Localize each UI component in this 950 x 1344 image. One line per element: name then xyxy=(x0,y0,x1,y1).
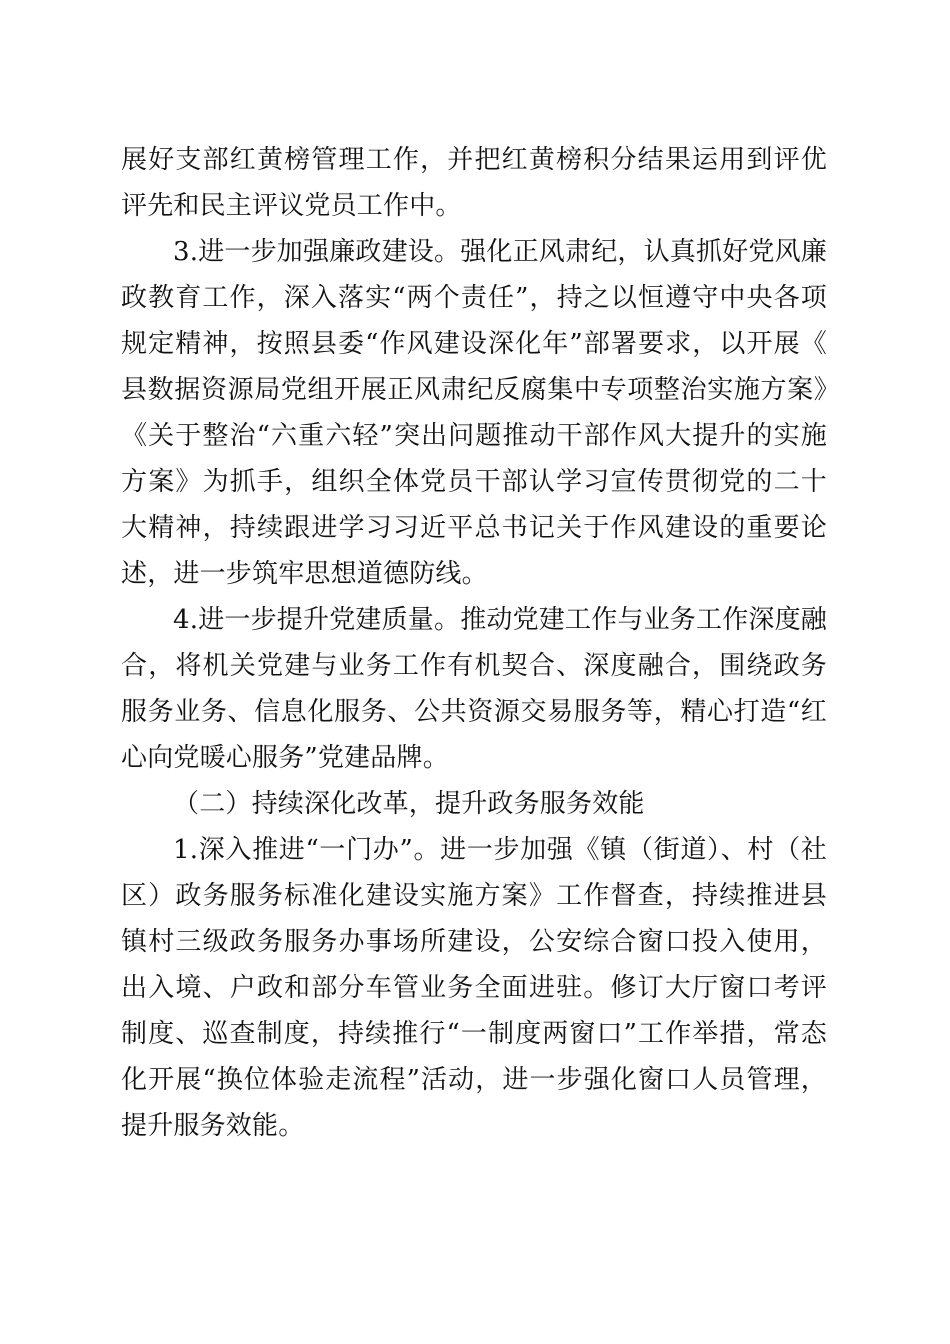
document-body xyxy=(121,137,827,1149)
paragraph-item-4: 4.进一步提升党建质量。推动党建工作与业务工作深度融合，将机关党建与业务工作有机契合、深度融合，围绕政务服务业务、信息化服务、公共资源交易服务等，精心打造“红心向党暖心服务”党建品牌。 xyxy=(121,605,828,773)
paragraph-item-1: 1.深入推进“一门办”。进一步加强《镇（街道）、村（社区）政务服务标准化建设实施方案》工作督查，持续推进县镇村三级政务服务办事场所建设，公安综合窗口投入使用，出入境、户政和部分车管业务全面进驻。修订大厅窗口考评制度、巡查制度，持续推行“一制度两窗口”工作举措，常态化开展“换位体验走流程”活动，进一步强化窗口人员管理，提升服务效能。 xyxy=(121,835,827,1141)
section-heading: （二）持续深化改革，提升政务服务效能 xyxy=(173,789,645,819)
paragraph-item-3: 3.进一步加强廉政建设。强化正风肃纪，认真抓好党风廉政教育工作，深入落实“两个责任”，持之以恒遵守中央各项规定精神，按照县委“作风建设深化年”部署要求，以开展《县数据资源局党组开展正风肃纪反腐集中专项整治实施方案》《关于整治“六重六轻”突出问题推动干部作风大提升的实施方案》为抓手，组织全体党员干部认学习宣传贯彻党的二十大精神，持续跟进学习习近平总书记关于作风建设的重要论述，进一步筑牢思想道德防线。 xyxy=(121,237,828,589)
paragraph-continuation: 展好支部红黄榜管理工作，并把红黄榜积分结果运用到评优评先和民主评议党员工作中。 xyxy=(121,145,827,221)
